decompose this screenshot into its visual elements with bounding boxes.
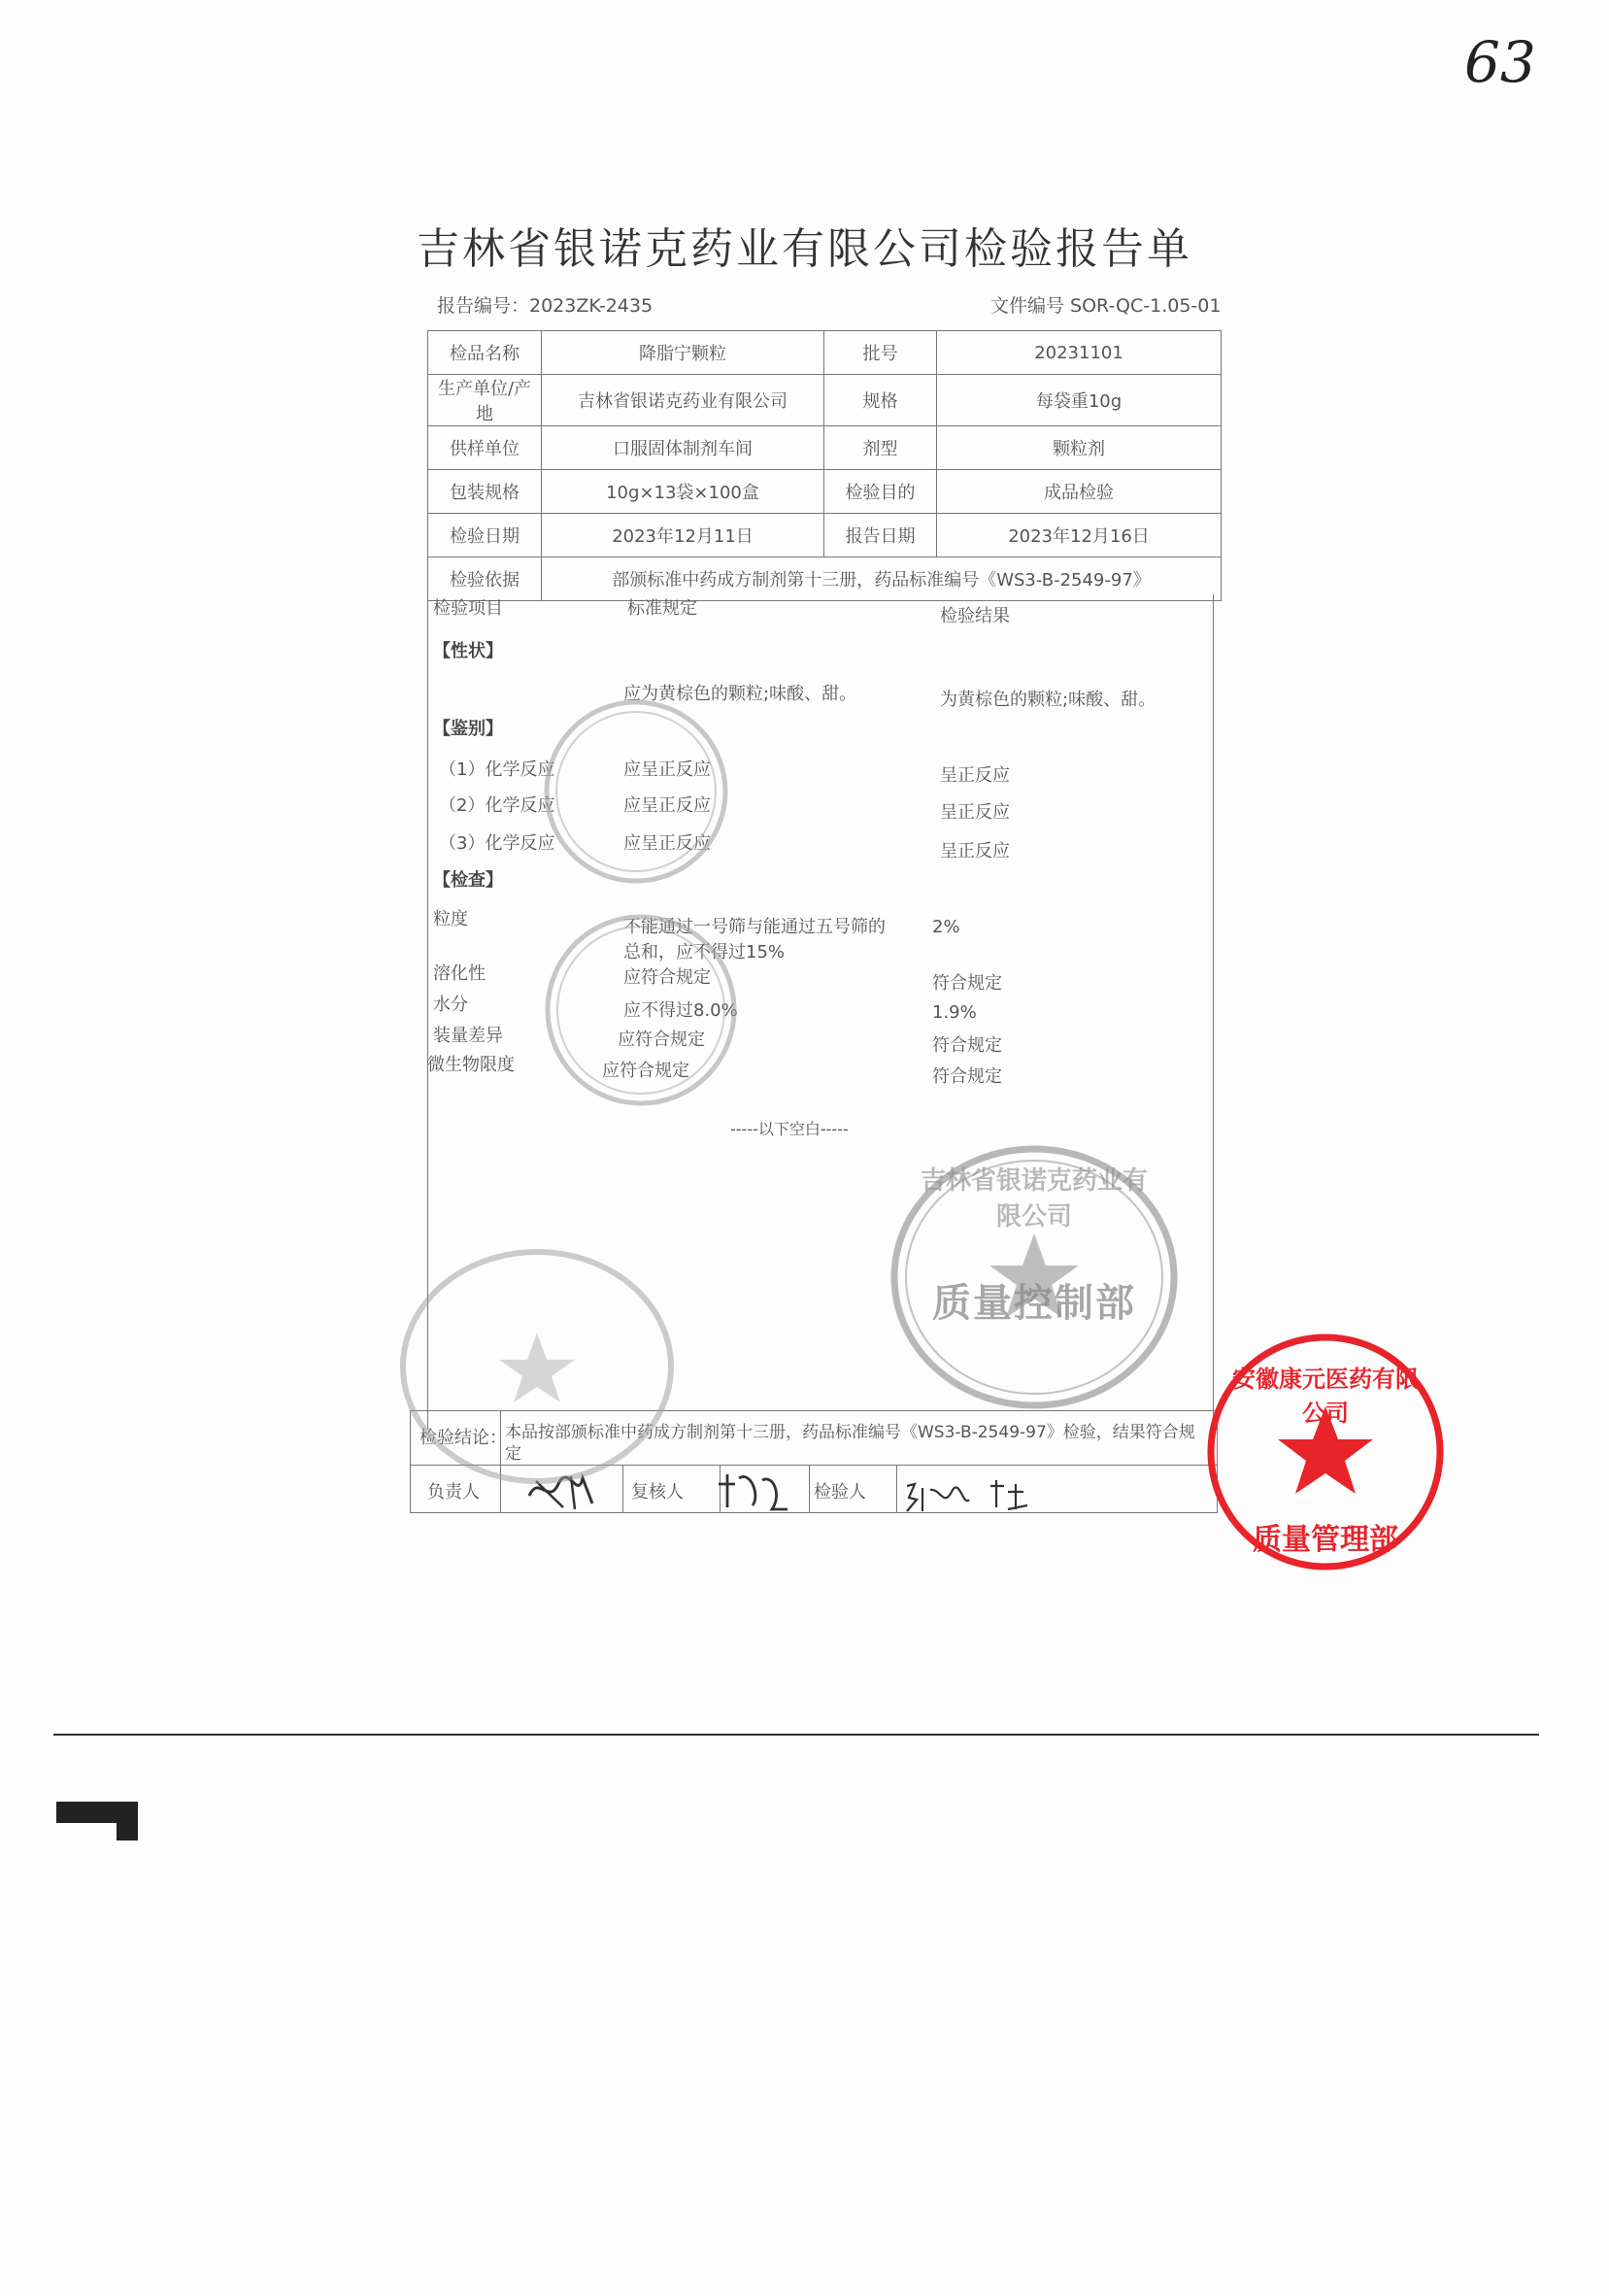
qc-stamp-bottom-text: 质量控制部 <box>932 1281 1136 1326</box>
ident-item-2: （2）化学反应 <box>439 795 555 816</box>
cell: 每袋重10g <box>937 375 1222 426</box>
cell: 口服固体制剂车间 <box>542 426 824 470</box>
table-row <box>428 426 1222 470</box>
reviewer-signature <box>714 1467 791 1515</box>
cell: 检品名称 <box>428 331 542 375</box>
granularity-standard-1: 不能通过一号筛与能通过五号筛的 <box>623 917 886 937</box>
red-stamp-bottom-text: 质量管理部 <box>1253 1523 1398 1557</box>
col-header-standard: 标准规定 <box>627 598 697 619</box>
section-character: 【性状】 <box>433 641 503 661</box>
inspect-standard-4: 应符合规定 <box>602 1061 689 1081</box>
qc-stamp-top-text: 吉林省银诺克药业有限公司 <box>920 1166 1148 1232</box>
red-stamp-top-text: 安徽康元医药有限公司 <box>1232 1366 1419 1427</box>
gray-stamp-icon <box>396 1245 678 1488</box>
table-row <box>428 375 1222 426</box>
character-standard: 应为黄棕色的颗粒;味酸、甜。 <box>623 684 857 704</box>
col-header-item: 检验项目 <box>433 598 503 619</box>
ident-standard-1: 应呈正反应 <box>623 760 711 780</box>
cell: 规格 <box>824 375 937 426</box>
conclusion-text-1: 本品按部颁标准中药成方制剂第十三册，药品标准编号《WS3-B-2549-97》检验，结果符合规 <box>505 1423 1195 1442</box>
cell: 降脂宁颗粒 <box>542 331 824 375</box>
granularity-standard-2: 总和，应不得过15% <box>623 942 786 962</box>
sig-divider <box>809 1465 810 1512</box>
inspect-result-3: 符合规定 <box>932 1035 1002 1056</box>
section-inspection: 【检查】 <box>433 870 503 891</box>
page-number: 63 <box>1464 29 1536 95</box>
inspect-item-3: 装量差异 <box>433 1026 503 1046</box>
ident-result-3: 呈正反应 <box>940 841 1010 861</box>
cell: 20231101 <box>937 331 1222 375</box>
ident-result-1: 呈正反应 <box>940 765 1010 786</box>
granularity-item: 粒度 <box>433 909 468 929</box>
cell: 成品检验 <box>937 470 1222 514</box>
scan-divider-line <box>53 1734 1539 1736</box>
inspector-signature <box>903 1478 1049 1517</box>
conclusion-label: 检验结论： <box>419 1428 507 1448</box>
inspector-label: 检验人 <box>814 1482 866 1503</box>
cell: 检验目的 <box>824 470 937 514</box>
ident-item-1: （1）化学反应 <box>439 760 555 780</box>
col-header-result: 检验结果 <box>940 606 1010 626</box>
inspect-standard-3: 应符合规定 <box>618 1030 705 1050</box>
cell: 2023年12月11日 <box>542 514 824 557</box>
responsible-label: 负责人 <box>427 1482 480 1503</box>
cell: 供样单位 <box>428 426 542 470</box>
cell: 检验日期 <box>428 514 542 557</box>
gray-stamp-icon <box>539 908 743 1112</box>
inspect-standard-2: 应不得过8.0% <box>623 1000 738 1021</box>
granularity-result: 2% <box>932 917 960 937</box>
table-row <box>428 470 1222 514</box>
inspect-result-4: 符合规定 <box>932 1066 1002 1087</box>
cell: 10g×13袋×100盒 <box>542 470 824 514</box>
document-number: 文件编号 SOR-QC-1.05-01 <box>990 295 1222 317</box>
cell: 报告日期 <box>824 514 937 557</box>
gray-stamp-icon <box>539 694 733 889</box>
inspect-result-2: 1.9% <box>932 1002 977 1023</box>
cell: 2023年12月16日 <box>937 514 1222 557</box>
cell: 包装规格 <box>428 470 542 514</box>
ident-result-2: 呈正反应 <box>940 802 1010 823</box>
inspect-item-2: 水分 <box>433 995 468 1015</box>
cell: 生产单位/产地 <box>428 375 542 426</box>
basis-value: 部颁标准中药成方制剂第十三册，药品标准编号《WS3-B-2549-97》 <box>542 557 1222 601</box>
table-row <box>428 514 1222 557</box>
cell: 批号 <box>824 331 937 375</box>
ident-item-3: （3）化学反应 <box>439 833 555 854</box>
blank-note: -----以下空白----- <box>730 1120 849 1138</box>
cell: 剂型 <box>824 426 937 470</box>
info-table <box>427 330 1222 601</box>
reviewer-label: 复核人 <box>631 1482 684 1503</box>
cell: 颗粒剂 <box>937 426 1222 470</box>
section-identification: 【鉴别】 <box>433 719 503 739</box>
character-result: 为黄棕色的颗粒;味酸、甜。 <box>940 690 1156 710</box>
cell: 吉林省银诺克药业有限公司 <box>542 375 824 426</box>
report-number: 报告编号：2023ZK-2435 <box>437 295 654 317</box>
inspect-item-1: 溶化性 <box>433 963 486 984</box>
scan-corner-mark <box>56 1802 138 1840</box>
inspect-standard-1: 应符合规定 <box>623 967 711 988</box>
inspect-result-1: 符合规定 <box>932 973 1002 994</box>
conclusion-text-2: 定 <box>505 1444 521 1464</box>
basis-label: 检验依据 <box>428 557 542 601</box>
report-title: 吉林省银诺克药业有限公司检验报告单 <box>417 224 1192 274</box>
sig-divider <box>896 1465 897 1512</box>
ident-standard-3: 应呈正反应 <box>623 833 711 854</box>
ident-standard-2: 应呈正反应 <box>623 795 711 816</box>
table-row <box>428 331 1222 375</box>
inspect-item-4: 微生物限度 <box>427 1055 515 1075</box>
